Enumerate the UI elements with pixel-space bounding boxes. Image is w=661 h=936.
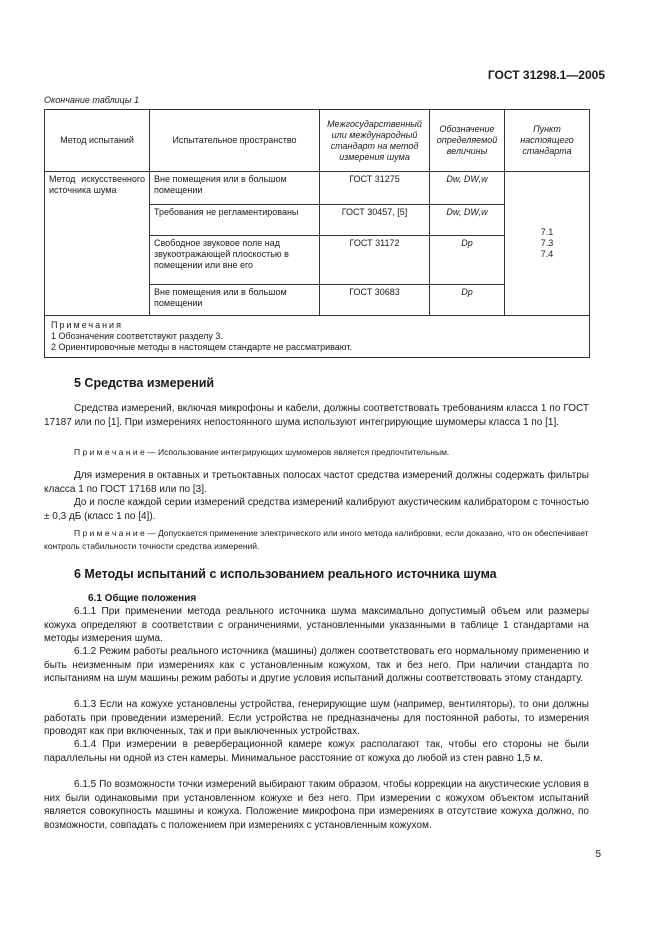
paragraph-6-1-4: 6.1.4 При измерении в реверберационной камере кожух располагают так, чтобы его стороны не были параллельны ни одной из стен камеры. Минимальное расстояние от кожуха до любой из стен равно 1,5 м. bbox=[44, 739, 589, 764]
space-cell: Вне помещения или в большом помещении bbox=[150, 285, 320, 316]
quantity-cell: Dw, DW,w bbox=[430, 205, 505, 236]
col-header-standard: Межгосударственный или международный стандарт на метод измерения шума bbox=[320, 110, 430, 172]
note-item: 2 Ориентировочные методы в настоящем стандарте не рассматривают. bbox=[51, 342, 352, 352]
standard-cell: ГОСТ 31172 bbox=[320, 236, 430, 285]
document-code: ГОСТ 31298.1—2005 bbox=[487, 68, 605, 82]
space-cell: Свободное звуковое поле над звукоотражающей плоскостью в помещении или вне его bbox=[150, 236, 320, 285]
col-header-quantity: Обозначение определяемой величины bbox=[430, 110, 505, 172]
page-number: 5 bbox=[595, 849, 601, 860]
section-5-paragraph-1: Средства измерений, включая микрофоны и кабели, должны соответствовать требованиям класса 1 по ГОСТ 17187 или по [1]. При измерениях непостоянного шума используют интегрирующие шумомеры класса 1 по [1]. bbox=[44, 403, 589, 428]
table-notes-row bbox=[45, 316, 590, 358]
table-row bbox=[45, 172, 590, 205]
col-header-method: Метод испытаний bbox=[45, 110, 150, 172]
space-cell: Вне помещения или в большом помещении bbox=[150, 172, 320, 205]
section-5-paragraph-2: Для измерения в октавных и третьоктавных полосах частот средства измерений должны содержать фильтры класса 1 по ГОСТ 17168 или по [3]. bbox=[44, 470, 589, 495]
clause-item: 7.4 bbox=[540, 249, 554, 259]
col-header-clause: Пункт настоящего стандарта bbox=[505, 110, 590, 172]
section-5-paragraph-3: До и после каждой серии измерений средства измерений калибруют акустическим калибратором с точностью ± 0,3 дБ (класс 1 по [4]). bbox=[44, 497, 589, 522]
table-header-row bbox=[45, 110, 590, 172]
method-cell: Метод искусственного источника шума bbox=[45, 172, 150, 316]
quantity-cell: Dp bbox=[430, 236, 505, 285]
paragraph-6-1-5: 6.1.5 По возможности точки измерений выбирают таким образом, чтобы коррекции на акустические условия в них были одинаковыми при установленном кожухе и без него. При измерении с кожухом объектом испытаний является совокупность машины и кожуха. Положение микрофона при измерениях в отсутствие кожуха должно, по возможности, совпадать с положением при измерениях с установленным кожухом. bbox=[44, 779, 589, 831]
col-header-space: Испытательное пространство bbox=[150, 110, 320, 172]
clause-cell bbox=[505, 172, 590, 316]
methods-table bbox=[44, 109, 590, 358]
clause-item: 7.1 bbox=[540, 227, 554, 237]
paragraph-6-1-2: 6.1.2 Режим работы реального источника (машины) должен соответствовать его нормальному применению и быть неизменным при измерениях как с установленным кожухом, так и без него. При наличии стандарта по испытаниям на шум машины режим работы и другие условия испытаний должны соответствовать этому стандарту. bbox=[44, 646, 589, 684]
paragraph-6-1-1: 6.1.1 При применении метода реального источника шума максимально допустимый объем или размеры кожуха определяют в соответствии с ограничениями, установленными указанными в таблице 1 стандартами на методы измерения шума. bbox=[44, 606, 589, 644]
note-item: 1 Обозначения соответствуют разделу 3. bbox=[51, 331, 223, 341]
standard-cell: ГОСТ 31275 bbox=[320, 172, 430, 205]
section-5-note-1: П р и м е ч а н и е — Использование интегрирующих шумомеров является предпочтительным. bbox=[74, 447, 450, 457]
clause-item: 7.3 bbox=[540, 238, 554, 248]
section-5-note-2: П р и м е ч а н и е — Допускается применение электрического или иного метода калибровки, если доказано, что он обеспечивает контроль стабильности точности средства измерений. bbox=[44, 528, 589, 551]
space-cell: Требования не регламентированы bbox=[150, 205, 320, 236]
standard-cell: ГОСТ 30683 bbox=[320, 285, 430, 316]
subsection-6-1-heading: 6.1 Общие положения bbox=[88, 593, 197, 604]
paragraph-6-1-3: 6.1.3 Если на кожухе установлены устройства, генерирующие шум (например, вентиляторы), то они должны работать при проведении измерений. Если устройства не предназначены для постоянной работы, то измерения проводят как при включенных, так и при выключенных устройствах. bbox=[44, 699, 589, 737]
section-6-heading: 6 Методы испытаний с использованием реального источника шума bbox=[74, 567, 497, 581]
section-5-heading: 5 Средства измерений bbox=[74, 376, 215, 390]
table-caption: Окончание таблицы 1 bbox=[44, 95, 139, 105]
quantity-cell: Dw, DW,w bbox=[430, 172, 505, 205]
standard-cell: ГОСТ 30457, [5] bbox=[320, 205, 430, 236]
notes-title: Примечания bbox=[51, 320, 123, 330]
quantity-cell: Dp bbox=[430, 285, 505, 316]
table-notes bbox=[45, 316, 590, 358]
